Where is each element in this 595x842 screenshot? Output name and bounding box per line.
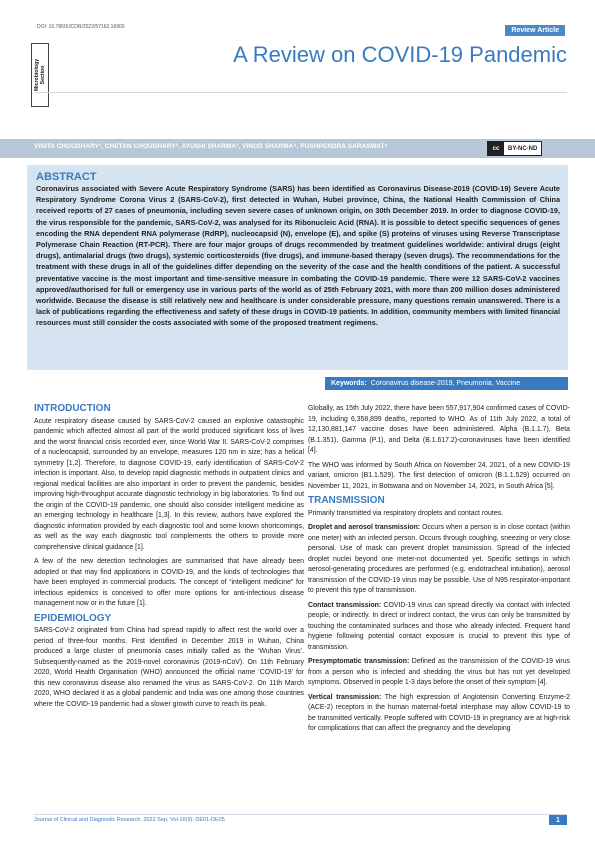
paper-title: A Review on COVID-19 Pandemic: [233, 42, 567, 67]
introduction-paragraph: A few of the new detection technologies are summarised that have already been adopted or that may find applications in COVID-19, and the kinds of technologies that have been employed in commercial products. The concept of “intelligent medicine” for infectious epidemics is conceived to offer more options for anti-infectious disease management now or in the future [1].: [34, 558, 304, 607]
section-label: Microbiology Section: [34, 58, 46, 92]
presymptomatic-label: Presymptomatic transmission:: [308, 658, 410, 665]
abstract-body: Coronavirus associated with Severe Acute Respiratory Syndrome (SARS) has been identified as Coronavirus Disease-2019 (COVID-19) Severe Acute Respiratory Syndrome Corona Virus 2 (SARS-CoV-2), first detected in Wuhan, Hubei province, China, the National Health Commission of China received reports of 27 cases of pneumonia, including seven severe cases of unknown origin, on 30th December 2019. In order to diagnose COVID-19, the virus responsible for the pandemic, SARS-CoV-2, was analysed for its Ribonucleic Acid (RNA). It is possible to detect specific sequences of genes encoding the RNA dependent RNA polymerase (RdRP), nucleocapsid (N), envelope (E), and spike (S) proteins of viruses using Reverse Transcriptase Polymerase Chain Reaction (RT-PCR). There are four major groups of drugs recommended by treatment guidelines worldwide: antiviral drugs (eight drugs), antimalarial drugs (two drugs), systemic corticosteroids (five drugs), and immune-based therapy (seven drugs). The recommendations for the treatment with these drugs in all of the guidelines differ depending on the severity of the case and the health conditions of the patient. A successful preventative vaccine is the most important and time-sensitive measure in combating the COVID-19 pandemic. There were 12 SARS-CoV-2 vaccines approved/authorised for full or emergency use in various parts of the world as of 25th February 2021, with more than 200 million doses administered worldwide. Because the disease is still relatively new and healthcare is under considerable pressure, many questions remain unanswered. There is a lack of publications regarding the effectiveness and safety of these drugs in COVID-19 patients. In addition, community members with limited financial resources must still consider the costs associated with some of the proposed treatment regimens.: [36, 184, 560, 328]
keywords-bar: [325, 377, 568, 390]
keywords-text: Coronavirus disease-2019, Pneumonia, Vaccine: [370, 380, 521, 387]
doi-text: DOI: 10.7860/JCDR/2022/57162.16903: [37, 24, 125, 30]
transmission-intro: Primarily transmitted via respiratory droplets and contact routes.: [308, 509, 503, 517]
vertical-text: The high expression of Angiotensin Converting Enzyme-2 (ACE-2) receptors in the human maternal-foetal interphase may allow COVID-19 to be transmitted vertically. People suffered with COVID-19 in pregnancy are at high-risk for complications that can affect the pregnancy and the developing: [308, 693, 570, 732]
footer-divider: [34, 814, 567, 815]
license-label: BY-NC-ND: [508, 145, 538, 152]
epidemiology-paragraph: SARS-CoV-2 originated from China had spread rapidly to affect rest the world over a period of three-four months. First identified in December 2019 in Wuhan, China produced a large cluster of pneumonia cases initially called as the ‘Wuhan Virus’. Subsequently-named as the 2019-novel coronavirus (2019-nCoV). On 11th February 2020, World Health Organisation (WHO) announced the official name ‘COVID-19’ for this new coronavirus disease also renamed the virus as SARS-CoV-2. On 11th March 2020, WHO declared it as a global pandemic and India was one among those countries where the COVID-19 pandemic had a slower growth curve to reach its peak.: [34, 627, 304, 708]
vertical-label: Vertical transmission:: [308, 693, 382, 701]
droplet-text: Occurs when a person is in close contact (within one meter) with an infected person. Occurs through coughing, sneezing or very close personal. Use of mask can prevent droplet transmission. Spread of the infected droplet nuclei beyond one meter-not documented yet. Specific settings in which aerosol-generating procedures are performed (e.g. endotracheal intubation), aerosol transmission of the COVID-19 virus may be possible. Use of N95 respirator-important to prevent this type of transmission.: [308, 524, 570, 594]
right-column: [308, 404, 570, 739]
title-divider: [35, 92, 567, 93]
presymptomatic-text: Defined as the transmission of the COVID-19 virus from a person who is infected and shedding the virus but has not yet developed symptoms. Observed in people 1-3 days before the onset of their symptom [4].: [308, 658, 570, 686]
left-column: [34, 404, 304, 714]
creative-commons-icon: cc: [488, 142, 504, 155]
transmission-vertical: [308, 693, 570, 735]
epidemiology-paragraph: The WHO was informed by South Africa on November 24, 2021, of a new COVID-19 variant, omicron (B1.1.529). The first detection of omicron (B.1.1.529) occurred on November 11, 2021, in Botswana and on November 14, 2021, in South Africa [5].: [308, 461, 570, 490]
keywords-label: Keywords:: [331, 380, 367, 387]
introduction-paragraph: Acute respiratory disease caused by SARS-CoV-2 caused an explosive catastrophic pandemic which affected almost all part of the world produced significant loss of lives and the worst financial crisis recorded ever, since World War II. SARS-CoV-2 comprises of a nucleocapsid, surrounded by an envelope, measures 120 nm in size; has a helical symmetry [1,2]. Therefore, to diagnose COVID-19, early identification of SARS-CoV-2 infection is important. Also, to develop rapid diagnostic methods in outpatient clinics and regional medical facilities are also important in order to prevent the pandemic, besides improving high-throughput accurate diagnostic technology in big laboratories. To find out the origin of the COVID-19 pandemic, one should also consider intelligent medicine as an emerging technology in healthcare [1,3]. In this review, authors have explored the diagnostic information provided by each diagnostic tool and some known shortcomings, as well as the way each diagnostic tool complements the others to provide more comprehensive clinical guidance [1].: [34, 417, 304, 551]
page-number: 1: [549, 815, 567, 825]
author-list: VINITA CHOUDHARY¹, CHETAN CHOUDHARY², AYUSHI SHARMA³, VINOD SHARMA⁴, PUSHPENDRA SARASWAT⁵: [34, 143, 388, 150]
abstract-heading: ABSTRACT: [36, 171, 97, 183]
section-label-box: [31, 43, 49, 107]
article-type-badge: Review Article: [505, 25, 565, 36]
transmission-heading: TRANSMISSION: [308, 495, 385, 506]
droplet-label: Droplet and aerosol transmission:: [308, 524, 421, 531]
contact-text: COVID-19 virus can spread directly via contact with infected people, or indirectly. In direct or indirect contact, the virus can only be transmitted by touching the contaminated surfaces and those who already infected. Frequent hand hygiene following potential contact exposure is crucial to prevent this type of transmission.: [308, 601, 571, 651]
journal-citation: Journal of Clinical and Diagnostic Research. 2022 Sep, Vol-16(9): DE01-DE05: [34, 817, 225, 823]
epidemiology-heading: EPIDEMIOLOGY: [34, 612, 112, 624]
epidemiology-paragraph: Globally, as 15th July 2022, there have been 557,917,904 confirmed cases of COVID-19, including 6,358,899 deaths, reported to WHO. As of 11th July 2022, a total of 12,130,881,147 vaccine doses have been administered. Alpha (B.1.1.7), Beta (B.1.351), Gamma (P.1), and Delta (B.1.617.2)-coronaviruses have been identified [4].: [308, 405, 570, 454]
license-badge[interactable]: [487, 141, 542, 156]
transmission-contact: [308, 601, 570, 654]
introduction-heading: INTRODUCTION: [34, 403, 111, 414]
transmission-presymptomatic: [308, 657, 570, 689]
contact-label: Contact transmission:: [308, 601, 382, 609]
transmission-droplet: [308, 523, 570, 597]
